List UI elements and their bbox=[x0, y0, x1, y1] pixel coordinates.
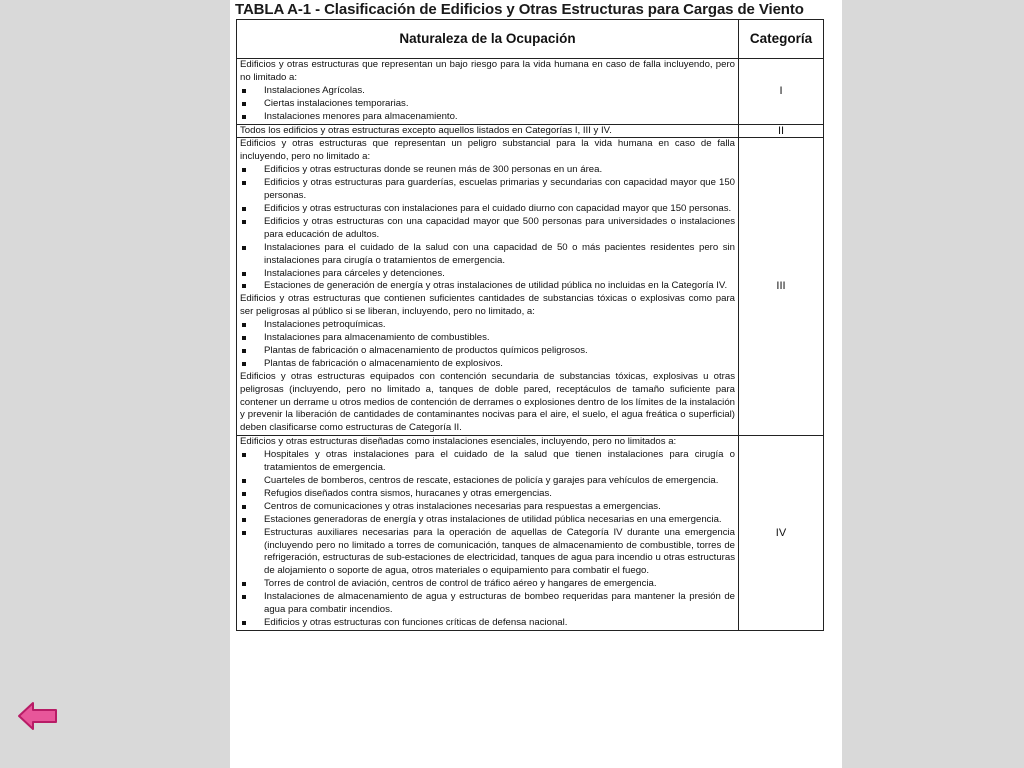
occupancy-cell bbox=[237, 436, 739, 631]
occupancy-cell bbox=[237, 59, 739, 125]
document-title: TABLA A-1 - Clasificación de Edificios y Otras Estructuras para Cargas de Viento bbox=[235, 1, 804, 18]
list-item: Instalaciones Agrícolas. bbox=[240, 85, 735, 98]
list-item: Edificios y otras estructuras con instalaciones para el cuidado diurno con capacidad mayor que 150 personas. bbox=[240, 203, 735, 216]
list-item: Instalaciones menores para almacenamiento. bbox=[240, 111, 735, 124]
list-item: Estructuras auxiliares necesarias para la operación de aquellas de Categoría IV durante una emergencia (incluyendo pero no limitado a torres de comunicación, tanques de almacenamiento de combustible, torres de refrigeración, estructuras de sub-estaciones de electricidad, tanques de agua para incendio u otras estructuras de alojamiento o soporte de agua, otros materiales o equipamiento para combatir el fuego. bbox=[240, 527, 735, 579]
header-occupancy: Naturaleza de la Ocupación bbox=[237, 20, 739, 59]
occupancy-cell bbox=[237, 124, 739, 138]
paragraph: Edificios y otras estructuras que representan un bajo riesgo para la vida humana en caso de falla incluyendo, pero no limitado a: bbox=[240, 59, 735, 83]
list-item: Plantas de fabricación o almacenamiento de productos químicos peligrosos. bbox=[240, 345, 735, 358]
table-row bbox=[237, 124, 824, 138]
list-item: Refugios diseñados contra sismos, huracanes y otras emergencias. bbox=[240, 488, 735, 501]
list-item: Edificios y otras estructuras con una capacidad mayor que 500 personas para universidades o instalaciones para educación de adultos. bbox=[240, 216, 735, 242]
list-item: Instalaciones para cárceles y detenciones. bbox=[240, 268, 735, 281]
list-item: Torres de control de aviación, centros de control de tráfico aéreo y hangares de emergencia. bbox=[240, 578, 735, 591]
list-item: Edificios y otras estructuras con funciones críticas de defensa nacional. bbox=[240, 617, 735, 630]
list-item: Cuarteles de bomberos, centros de rescate, estaciones de policía y garajes para vehículos de emergencia. bbox=[240, 475, 735, 488]
category-cell: III bbox=[739, 138, 824, 436]
left-arrow-icon bbox=[17, 700, 59, 732]
list-item: Plantas de fabricación o almacenamiento de explosivos. bbox=[240, 358, 735, 371]
classification-table bbox=[236, 19, 824, 631]
category-cell: II bbox=[739, 124, 824, 138]
list-item: Instalaciones de almacenamiento de agua y estructuras de bombeo requeridas para mantener la presión de agua para combatir incendios. bbox=[240, 591, 735, 617]
list-item: Edificios y otras estructuras para guarderías, escuelas primarias y secundarias con capacidad mayor que 150 personas. bbox=[240, 177, 735, 203]
list-item: Instalaciones para almacenamiento de combustibles. bbox=[240, 332, 735, 345]
list-item: Edificios y otras estructuras donde se reunen más de 300 personas en un área. bbox=[240, 164, 735, 177]
back-button[interactable] bbox=[17, 700, 59, 732]
table-row bbox=[237, 138, 824, 436]
list-item: Instalaciones para el cuidado de la salud con una capacidad de 50 o más pacientes residentes pero sin instalaciones para cirugía o tratamientos de emergencia. bbox=[240, 242, 735, 268]
table-row bbox=[237, 436, 824, 631]
paragraph: Edificios y otras estructuras que contienen suficientes cantidades de substancias tóxicas o explosivas como para ser peligrosas al público si se liberan, incluyendo, pero no limitado, a: bbox=[240, 293, 735, 318]
table-row bbox=[237, 59, 824, 125]
list-item: Ciertas instalaciones temporarias. bbox=[240, 98, 735, 111]
list-item: Estaciones de generación de energía y otras instalaciones de utilidad pública no incluidas en la Categoría IV. bbox=[240, 280, 735, 293]
paragraph: Todos los edificios y otras estructuras excepto aquellos listados en Categorías I, III y IV. bbox=[240, 124, 612, 136]
paragraph: Edificios y otras estructuras que representan un peligro substancial para la vida humana en caso de falla incluyendo, pero no limitado a: bbox=[240, 138, 735, 163]
list-item: Centros de comunicaciones y otras instalaciones necesarias para respuestas a emergencias. bbox=[240, 501, 735, 514]
document-page bbox=[230, 0, 842, 768]
paragraph: Edificios y otras estructuras equipados con contención secundaria de substancias tóxicas, explosivas u otras peligrosas (incluyendo, pero no limitado a, tanques de doble pared, receptáculos de tamaño suficiente para contener un derrame u otros medios de contención de derrames o explosiones dentro de los límites de la instalación y prevenir la liberación de cantidades de contaminantes nocivas para el aire, el suelo, el agua freática o superficial) deben clasificarse como estructuras de Categoría II. bbox=[240, 370, 735, 434]
list-item: Instalaciones petroquímicas. bbox=[240, 319, 735, 332]
table-header-row bbox=[237, 20, 824, 59]
header-category: Categoría bbox=[739, 20, 824, 59]
category-cell: IV bbox=[739, 436, 824, 631]
occupancy-cell bbox=[237, 138, 739, 436]
list-item: Estaciones generadoras de energía y otras instalaciones de utilidad pública necesarias en una emergencia. bbox=[240, 514, 735, 527]
paragraph: Edificios y otras estructuras diseñadas como instalaciones esenciales, incluyendo, pero no limitados a: bbox=[240, 436, 677, 448]
category-cell: I bbox=[739, 59, 824, 125]
list-item: Hospitales y otras instalaciones para el cuidado de la salud que tienen instalaciones para cirugía o tratamientos de emergencia. bbox=[240, 449, 735, 475]
